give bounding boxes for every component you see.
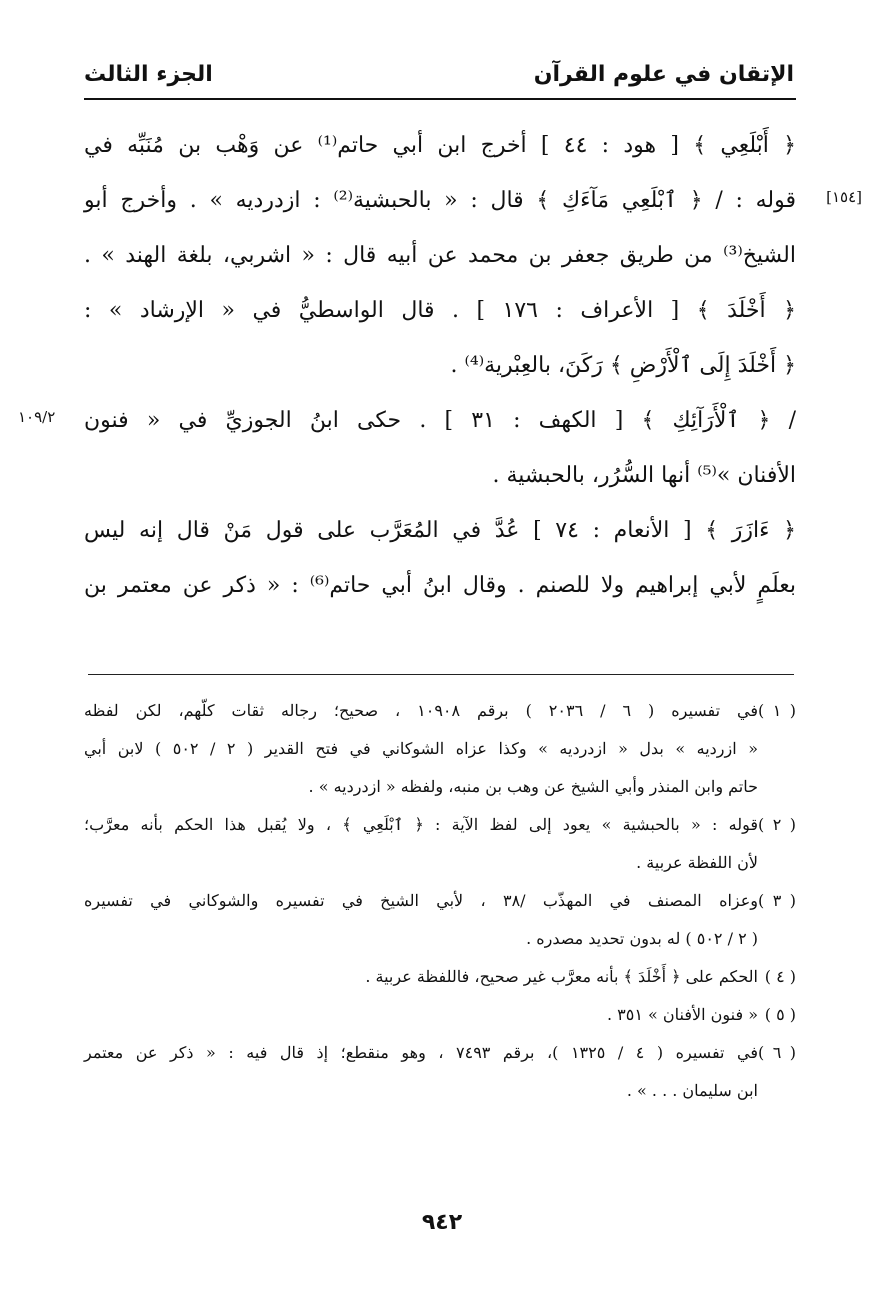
footnote-text: حاتم وابن المنذر وأبي الشيخ عن وهب بن منبه، ولفظه « ازدرديه » . [308, 777, 758, 796]
text-line: / ﴿ ٱلْأَرَآئِكِ ﴾ [ الكهف : ٣١ ] . حكى ابنُ الجوزيِّ في « فنون [84, 408, 797, 433]
footnote [84, 806, 796, 882]
footnote-marker: ( ٢ ) [758, 815, 796, 834]
footnote [84, 1034, 796, 1110]
text-line: الأفنان »⁽⁵⁾ أنها السُّرُر، بالحبشية . [492, 463, 796, 488]
footnote-text: في تفسيره ( ٦ / ٢٠٣٦ ) برقم ١٠٩٠٨ ، صحيح؛ رجاله ثقات كلّهم، لكن لفظه [84, 701, 759, 720]
footnote-marker: ( ٦ ) [758, 1043, 797, 1062]
footnote-text: الحكم على ﴿ أَخْلَدَ ﴾ بأنه معرَّب غير صحيح، فاللفظة عربية . [365, 967, 758, 986]
footnotes [84, 692, 796, 1110]
footnote-marker: ( ٣ ) [758, 891, 796, 910]
text-line: بعلَمٍ لأبي إبراهيم ولا للصنم . وقال ابنُ أبي حاتم⁽⁶⁾ : « ذكر عن معتمر بن [84, 573, 797, 598]
footnote-marker: ( ٤ ) [764, 967, 796, 986]
footnote [84, 996, 796, 1034]
running-header [84, 52, 794, 96]
page-number: ٩٤٢ [421, 1210, 463, 1235]
footnote-marker: ( ٥ ) [764, 1005, 796, 1024]
text-line: قوله : / ﴿ ٱبْلَعِي مَآءَكِ ﴾ قال : « بالحبشية⁽²⁾ : ازدرديه » . وأخرج أبو [84, 188, 796, 213]
footnote-text: قوله : « بالحبشية » يعود إلى لفظ الآية : ﴿ ٱبْلَعِي ﴾ ، ولا يُقبل هذا الحكم بأنه معرَّب؛ [84, 815, 758, 834]
footnote-text: وعزاه المصنف في المهذّب /٣٨ ، لأبي الشيخ في تفسيره والشوكاني في تفسيره [84, 891, 758, 910]
footnote-text: « ازرديه » بدل « ازدرديه » وكذا عزاه الشوكاني في فتح القدير ( ٢ / ٥٠٢ ) لابن أبي [84, 739, 758, 758]
footnote [84, 958, 796, 996]
footnote-text: في تفسيره ( ٤ / ١٣٢٥ )، برقم ٧٤٩٣ ، وهو منقطع؛ إذ قال فيه : « ذكر عن معتمر [84, 1043, 759, 1062]
text-line: ﴿ أَبْلَعِي ﴾ [ هود : ٤٤ ] أخرج ابن أبي حاتم⁽¹⁾ عن وَهْب بن مُنَبِّه في [84, 133, 796, 158]
header-divider [84, 98, 796, 100]
text-line: ﴿ أَخْلَدَ ﴾ [ الأعراف : ١٧٦ ] . قال الواسطيُّ في « الإرشاد » : [84, 298, 796, 323]
text-line: ﴿ ءَازَرَ ﴾ [ الأنعام : ٧٤ ] عُدَّ في المُعَرَّب على قول مَنْ قال إنه ليس [84, 518, 796, 543]
book-title: الإتقان في علوم القرآن [533, 61, 794, 87]
footnote [84, 882, 796, 958]
footnote-text: « فنون الأفنان » ٣٥١ . [606, 1005, 758, 1024]
footnote-text: ( ٢ / ٥٠٢ ) له بدون تحديد مصدره . [526, 929, 758, 948]
margin-reference: ١٠٩/٢ [18, 408, 56, 426]
footnote-marker: ( ١ ) [758, 701, 797, 720]
footnote-text: لأن اللفظة عربية . [636, 853, 758, 872]
margin-reference: [١٥٤] [826, 188, 862, 206]
footnote [84, 692, 796, 806]
text-line: الشيخ⁽³⁾ من طريق جعفر بن محمد عن أبيه قال : « اشربي، بلغة الهند » . [84, 243, 796, 268]
main-text [84, 118, 796, 613]
volume-label: الجزء الثالث [84, 61, 213, 87]
footnote-divider [88, 674, 794, 675]
text-line: ﴿ أَخْلَدَ إِلَى ٱلْأَرْضِ ﴾ رَكَنَ، بالعِبْرية⁽⁴⁾ . [450, 353, 796, 378]
footnote-text: ابن سليمان . . . » . [626, 1081, 758, 1100]
